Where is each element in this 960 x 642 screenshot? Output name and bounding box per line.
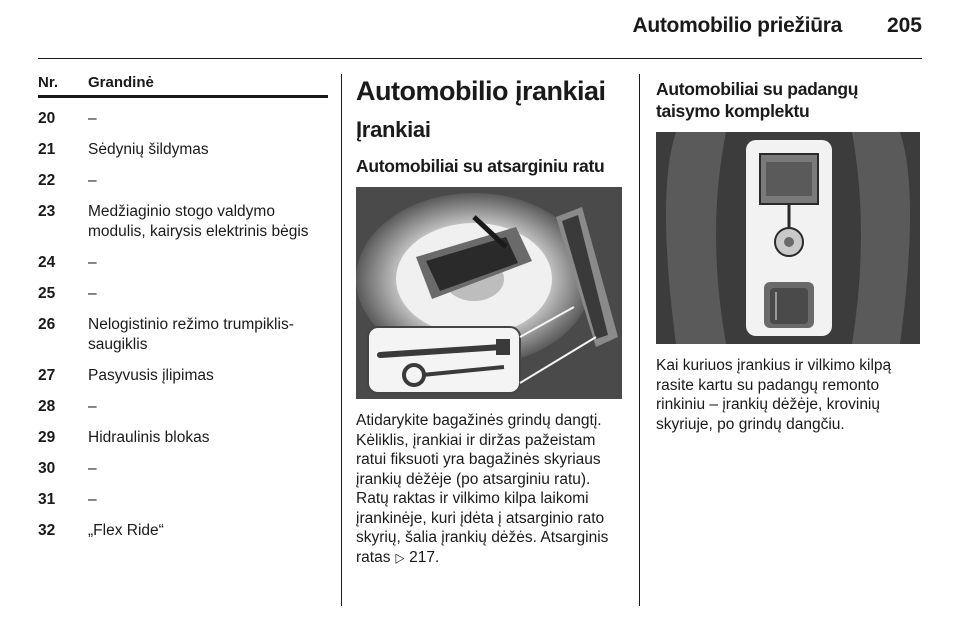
fuse-number: 25	[38, 285, 56, 302]
table-row	[38, 140, 328, 160]
fuse-circuit: „Flex Ride“	[88, 522, 164, 539]
fuse-circuit: Medžiaginio stogo valdymo modulis, kairysis elektrinis bėgis	[88, 203, 309, 240]
fuse-table-body	[38, 109, 328, 541]
repair-kit-figure	[656, 132, 920, 344]
table-row	[38, 315, 328, 355]
column-header-number: Nr.	[38, 74, 59, 91]
fuse-table	[38, 74, 328, 541]
fuse-number: 22	[38, 172, 56, 189]
header-rule	[38, 58, 922, 59]
fuse-circuit: –	[88, 460, 97, 477]
fuse-number: 24	[38, 254, 56, 271]
fuse-circuit: Sėdynių šildymas	[88, 141, 209, 158]
fuse-circuit: –	[88, 254, 97, 271]
column-divider-left	[341, 74, 342, 606]
fuse-circuit: –	[88, 491, 97, 508]
fuse-circuit: –	[88, 285, 97, 302]
table-row	[38, 284, 328, 304]
fuse-number: 30	[38, 460, 56, 477]
fuse-number: 23	[38, 203, 56, 220]
fuse-number: 20	[38, 110, 56, 127]
fuse-number: 29	[38, 429, 56, 446]
table-row	[38, 397, 328, 417]
section-subtitle: Įrankiai	[356, 117, 431, 142]
table-row	[38, 459, 328, 479]
fuse-circuit: Hidraulinis blokas	[88, 429, 210, 446]
fuse-circuit: Pasyvusis įlipimas	[88, 367, 214, 384]
table-row	[38, 171, 328, 191]
column-header-circuit: Grandinė	[88, 74, 154, 91]
fuse-circuit: –	[88, 110, 97, 127]
fuse-number: 26	[38, 316, 56, 333]
fuse-table-header	[38, 74, 328, 98]
table-row	[38, 428, 328, 448]
repair-kit-text: Kai kuriuos įrankius ir vilkimo kilpą rasite kartu su padangų remonto rinkiniu – įrankių dėžėje, krovinių skyriuje, po grindų dangčiu.	[656, 357, 892, 433]
table-row	[38, 521, 328, 541]
fuse-circuit: –	[88, 398, 97, 415]
page-number: 205	[886, 14, 922, 37]
table-row	[38, 109, 328, 129]
fuse-circuit: –	[88, 172, 97, 189]
fuse-number: 27	[38, 367, 56, 384]
spare-wheel-ref-page: 217.	[409, 548, 440, 566]
spare-wheel-heading: Automobiliai su atsarginiu ratu	[356, 156, 605, 176]
fuse-number: 21	[38, 141, 56, 158]
spare-wheel-text	[356, 411, 626, 567]
fuse-number: 28	[38, 398, 56, 415]
section-title: Automobilio įrankiai	[356, 76, 606, 106]
table-row	[38, 202, 328, 242]
fuse-number: 31	[38, 491, 56, 508]
spare-wheel-text-body: Atidarykite bagažinės grindų dangtį. Kėliklis, įrankiai ir diržas pažeistam ratui fiksuoti yra bagažinės skyriaus įrankių dėžėje (po atsarginiu ratu). Ratų raktas ir vilkimo kilpa laikomi įrankinėje, kuri įdėta į atsarginio rato skyrių, šalia įrankių dėžės. Atsarginis ratas	[356, 412, 609, 566]
table-row	[38, 366, 328, 386]
fuse-circuit: Nelogistinio režimo trumpiklis-saugiklis	[88, 316, 294, 353]
reference-arrow-icon: ▷	[395, 549, 405, 565]
spare-wheel-tools-figure	[356, 187, 622, 399]
table-row	[38, 253, 328, 273]
fuse-number: 32	[38, 522, 56, 539]
repair-kit-heading: Automobiliai su padangų taisymo komplektu	[656, 79, 859, 121]
table-row	[38, 490, 328, 510]
column-divider-right	[639, 74, 640, 606]
page-header-title: Automobilio priežiūra	[632, 14, 842, 37]
tools-section	[356, 76, 626, 567]
repair-kit-section	[656, 78, 922, 434]
